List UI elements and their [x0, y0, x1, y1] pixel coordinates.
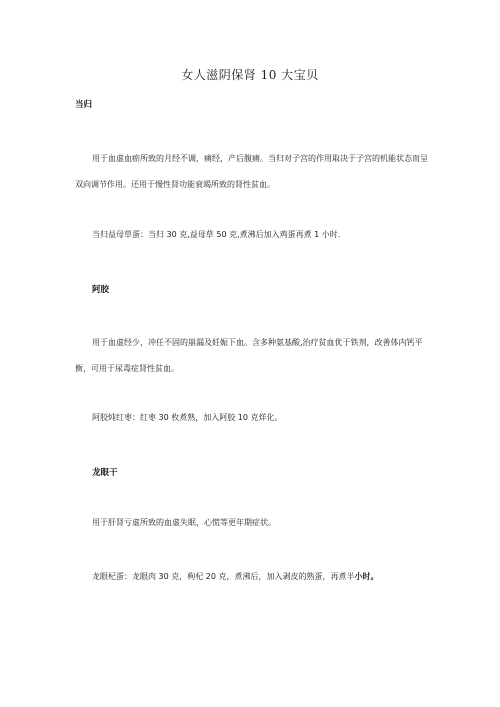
- section-description-longyangan: 用于肝肾亏虚所致的血虚失眠，心慌等更年期症状。: [92, 518, 276, 527]
- document-title: 女人滋阴保肾 10 大宝贝: [181, 68, 319, 82]
- section-description-ejiao: 用于血虚经少，冲任不固的崩漏及妊娠下血。含多种氨基酸,治疗贫血优于铁剂，改善体内钙平衡，可用于尿毒症肾性贫血。: [75, 338, 423, 373]
- section-recipe-longyangan: [92, 571, 379, 582]
- section-recipe-danggui: 当归益母草蛋：当归 30 克,益母草 50 克,煮沸后加入鸡蛋再煮 1 小时.: [92, 230, 341, 239]
- section-heading-ejiao: 阿胶: [92, 285, 110, 295]
- recipe-text: 龙眼杞蛋：龙眼肉 30 克，枸杞 20 克，煮沸后，加入剥皮的熟蛋，再煮半: [92, 572, 355, 581]
- section-heading-danggui: 当归: [75, 100, 93, 110]
- section-description-danggui: 用于血虚血瘀所致的月经不调，痛经，产后腹痛。当归对子宫的作用取决于子宫的机能状态而呈双向调节作用。还用于慢性肾功能衰竭所致的肾性贫血。: [75, 154, 428, 189]
- recipe-text-bold: 小时。: [354, 572, 379, 581]
- section-heading-longyangan: 龙眼干: [92, 468, 118, 478]
- section-recipe-ejiao: 阿胶炖红枣：红枣 30 枚煮熟，加入阿胶 10 克烊化。: [92, 413, 283, 422]
